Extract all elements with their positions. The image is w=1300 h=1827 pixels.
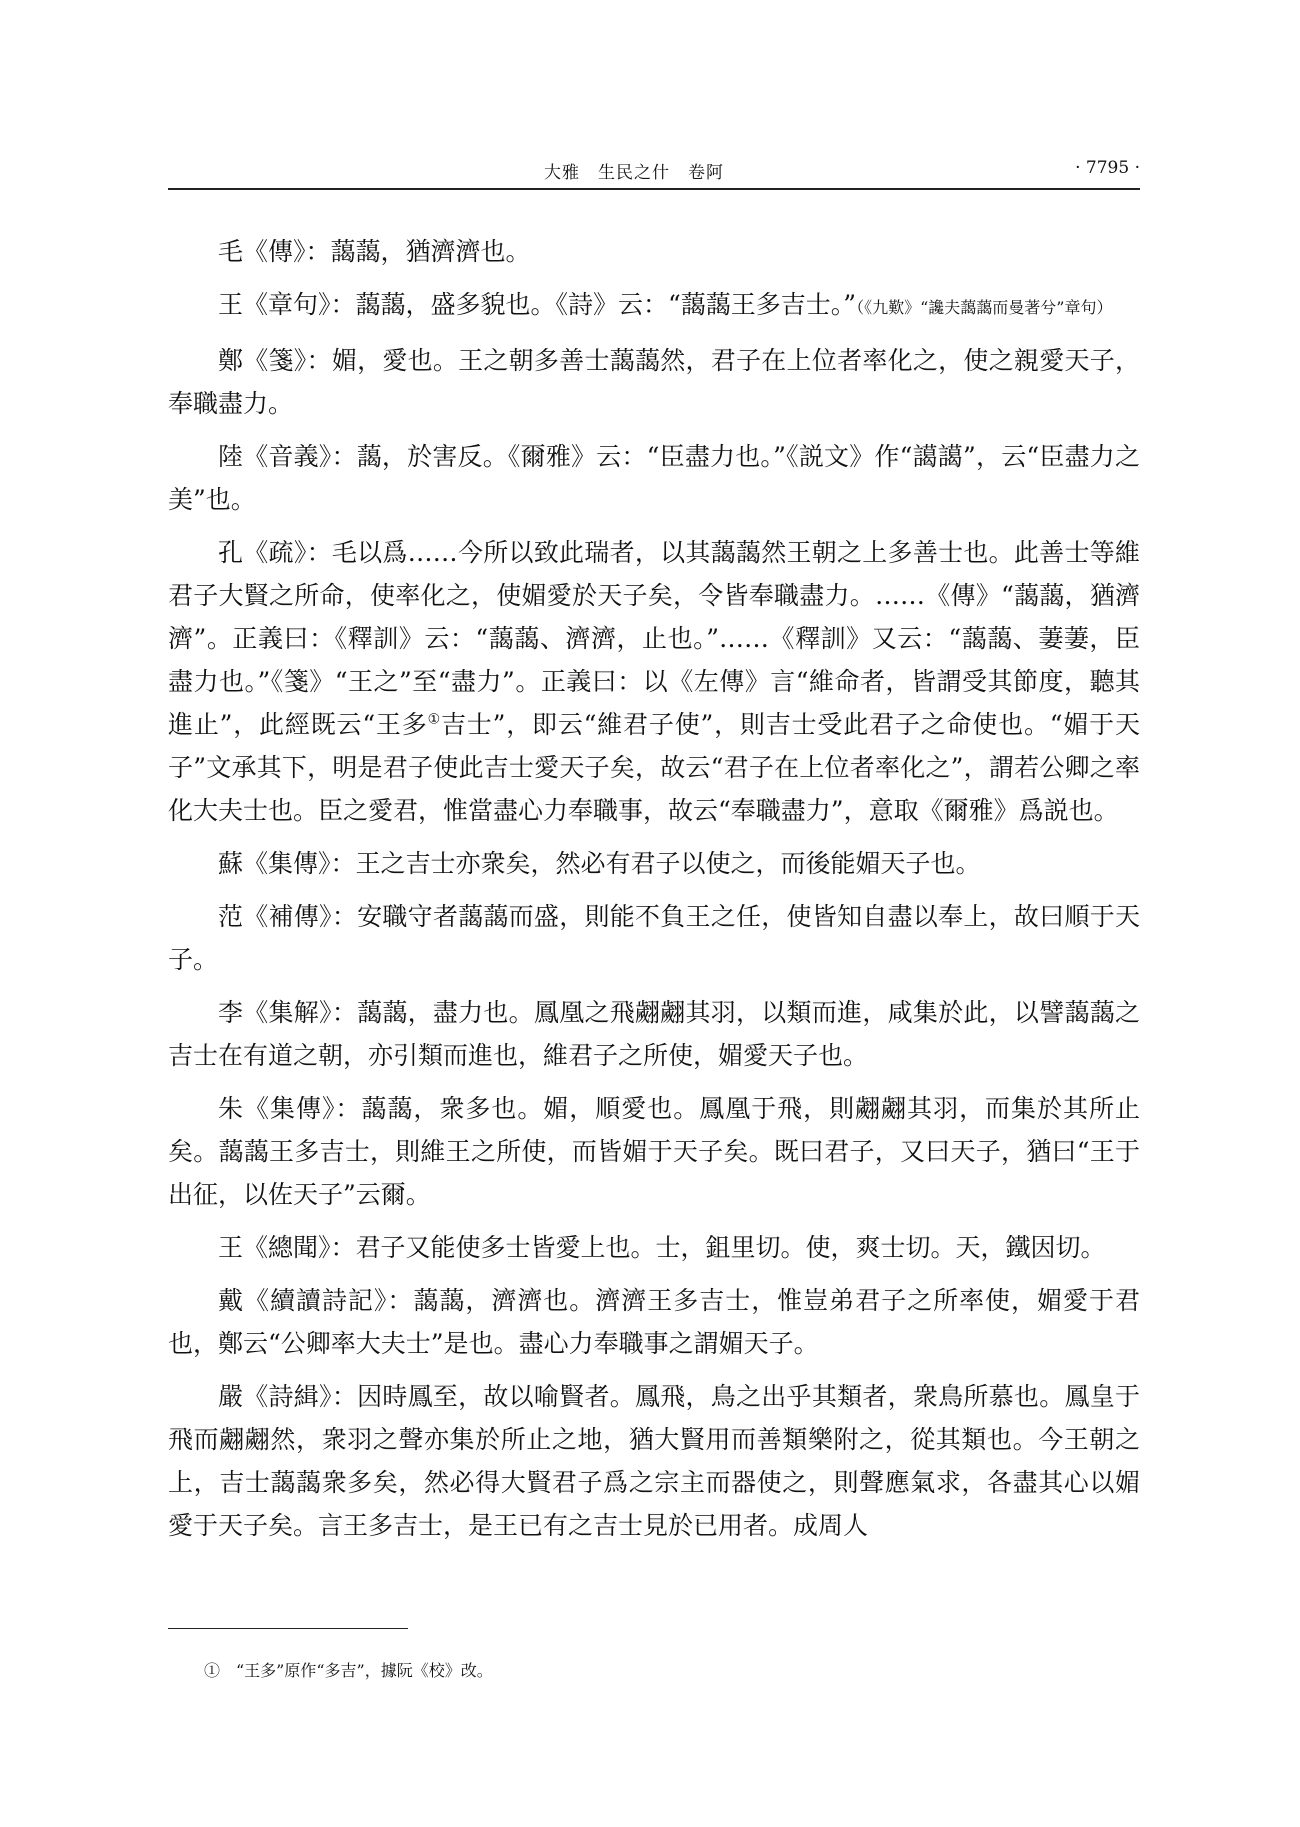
commentary-paragraph-kong: 孔《疏》：毛以爲……今所以致此瑞者，以其藹藹然王朝之上多善士也。此善士等維君子大賢之所命，使率化之，使媚愛於天子矣，令皆奉職盡力。……《傳》“藹藹，猶濟濟”。正義曰：《釋訓》云：“藹藹、濟濟，止也。”……《釋訓》又云：“藹藹、萋萋，臣盡力也。”《箋》“王之”至“盡力”。正義曰：以《左傳》言“維命者，皆謂受其節度，聽其進止”，此經既云“王多①吉士”，即云“維君子使”，則吉士受此君子之命使也。“媚于天子”文承其下，明是君子使此吉士愛天子矣，故云“君子在上位者率化之”，謂若公卿之率化大夫士也。臣之愛君，惟當盡心力奉職事，故云“奉職盡力”，意取《爾雅》爲説也。 [168, 538, 1140, 825]
commentary-paragraph-zhu: 朱《集傳》：藹藹，衆多也。媚，順愛也。鳳凰于飛，則翽翽其羽，而集於其所止矣。藹藹王多吉士，則維王之所使，而皆媚于天子矣。既曰君子，又曰天子，猶曰“王于出征，以佐天子”云爾。 [168, 1094, 1140, 1209]
running-title: 大雅 生民之什 卷阿 [544, 163, 724, 183]
footnote-rule [168, 1628, 408, 1629]
commentary-paragraph-wang-zongwen: 王《總聞》：君子又能使多士皆愛上也。士，鉏里切。使，爽士切。天，鐵因切。 [218, 1233, 1106, 1262]
commentary-paragraph-yan: 嚴《詩緝》：因時鳳至，故以喻賢者。鳳飛，鳥之出乎其類者，衆鳥所慕也。鳳皇于飛而翽翽然，衆羽之聲亦集於所止之地，猶大賢用而善類樂附之，從其類也。今王朝之上，吉士藹藹衆多矣，然必得大賢君子爲之宗主而器使之，則聲應氣求，各盡其心以媚愛于天子矣。言王多吉士，是王已有之吉士見於已用者。成周人 [168, 1382, 1140, 1540]
header-rule [168, 188, 1140, 190]
commentary-paragraph-li: 李《集解》：藹藹，盡力也。鳳凰之飛翽翽其羽，以類而進，咸集於此，以譬藹藹之吉士在有道之朝，亦引類而進也，維君子之所使，媚愛天子也。 [168, 998, 1140, 1070]
commentary-paragraph-lu: 陸《音義》：藹，於害反。《爾雅》云：“臣盡力也。”《説文》作“譪譪”，云“臣盡力之美”也。 [168, 442, 1140, 514]
commentary-body [168, 230, 1140, 1557]
footnote-marker[interactable]: ① [427, 711, 441, 728]
commentary-paragraph-mao: 毛《傳》：藹藹，猶濟濟也。 [218, 237, 531, 266]
commentary-paragraph-dai: 戴《續讀詩記》：藹藹，濟濟也。濟濟王多吉士，惟豈弟君子之所率使，媚愛于君也，鄭云“公卿率大夫士”是也。盡心力奉職事之謂媚天子。 [168, 1286, 1140, 1358]
page-number: · 7795 · [1075, 158, 1140, 178]
commentary-paragraph-zheng: 鄭《箋》：媚，愛也。王之朝多善士藹藹然，君子在上位者率化之，使之親愛天子，奉職盡力。 [168, 346, 1140, 418]
commentary-paragraph-su: 蘇《集傳》：王之吉士亦衆矣，然必有君子以使之，而後能媚天子也。 [218, 849, 981, 878]
running-header [168, 158, 1140, 196]
commentary-paragraph-fan: 范《補傳》：安職守者藹藹而盛，則能不負王之任，使皆知自盡以奉上，故曰順于天子。 [168, 902, 1140, 974]
footnote: ① “王多”原作“多吉”，據阮《校》改。 [204, 1661, 493, 1680]
commentary-paragraph-wang-zhangju: 王《章句》：藹藹，盛多貌也。《詩》云：“藹藹王多吉士。”（《九歎》“讒夫藹藹而曼著兮”章句） [218, 290, 1113, 319]
source-note: （《九歎》“讒夫藹藹而曼著兮”章句） [856, 298, 1113, 317]
